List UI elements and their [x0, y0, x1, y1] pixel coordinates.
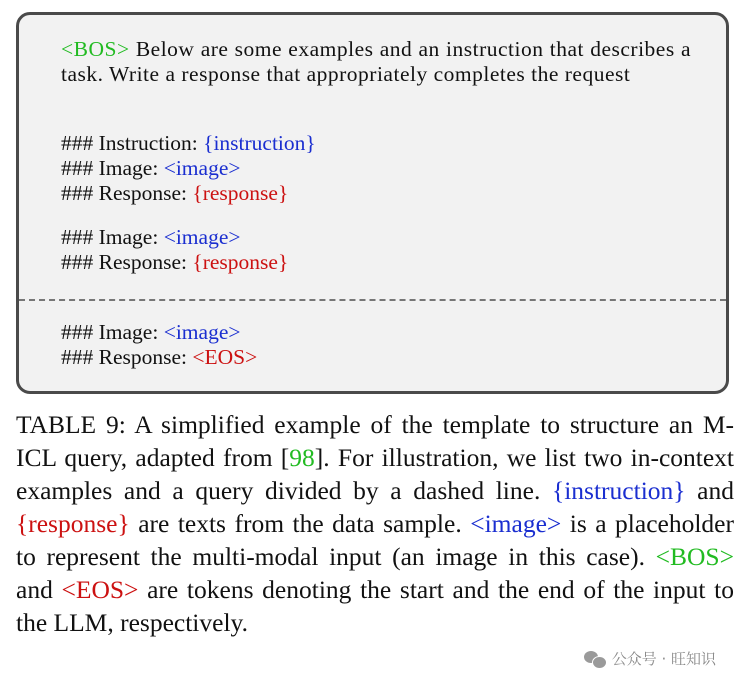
caption-text: are tokens denoting the start and the end of the input to the LLM, respectively.	[16, 575, 734, 637]
example2-image	[61, 225, 241, 250]
response-label: ### Response:	[61, 250, 193, 274]
image-placeholder: <image>	[163, 225, 241, 249]
wechat-icon	[584, 650, 606, 668]
caption-text: is a placeholder to represent the multi-modal input (an image in this case).	[16, 509, 734, 571]
example1-image	[61, 156, 241, 181]
dashed-divider	[19, 299, 726, 301]
instruction-label: ### Instruction:	[61, 131, 204, 155]
instruction-token: {instruction}	[551, 476, 686, 505]
response-label: ### Response:	[61, 345, 193, 369]
image-token: <image>	[470, 509, 562, 538]
intro-body: Below are some examples and an instruction that describes a task. Write a response that appropriately completes the request	[61, 37, 691, 86]
response-placeholder: {response}	[192, 181, 289, 205]
caption-text: ]. For illustration, we list two in-context examples and a query divided by a dashed line.	[16, 443, 735, 505]
citation-link[interactable]: 98	[289, 443, 315, 472]
template-box	[16, 12, 729, 394]
example1-response	[61, 181, 288, 206]
image-label: ### Image:	[61, 225, 164, 249]
image-placeholder: <image>	[163, 320, 241, 344]
image-label: ### Image:	[61, 320, 164, 344]
caption-text: and	[685, 476, 734, 505]
example1-instruction	[61, 131, 316, 156]
response-placeholder: {response}	[192, 250, 289, 274]
eos-token: <EOS>	[192, 345, 258, 369]
query-response	[61, 345, 257, 370]
response-label: ### Response:	[61, 181, 193, 205]
caption-text: and	[16, 575, 62, 604]
query-image	[61, 320, 241, 345]
watermark	[584, 648, 716, 669]
intro-text	[61, 37, 691, 87]
example2-response	[61, 250, 288, 275]
caption-text: are texts from the data sample.	[129, 509, 471, 538]
bos-token: <BOS>	[61, 37, 130, 61]
response-token: {response}	[16, 509, 130, 538]
image-placeholder: <image>	[163, 156, 241, 180]
watermark-text: 公众号 · 旺知识	[611, 650, 716, 668]
caption-text: TABLE 9: A simplified example of the template to structure an M-ICL query, adapted from [	[16, 410, 734, 472]
image-label: ### Image:	[61, 156, 164, 180]
instruction-placeholder: {instruction}	[203, 131, 316, 155]
eos-token: <EOS>	[61, 575, 139, 604]
bos-token: <BOS>	[655, 542, 734, 571]
table-caption	[16, 408, 734, 639]
